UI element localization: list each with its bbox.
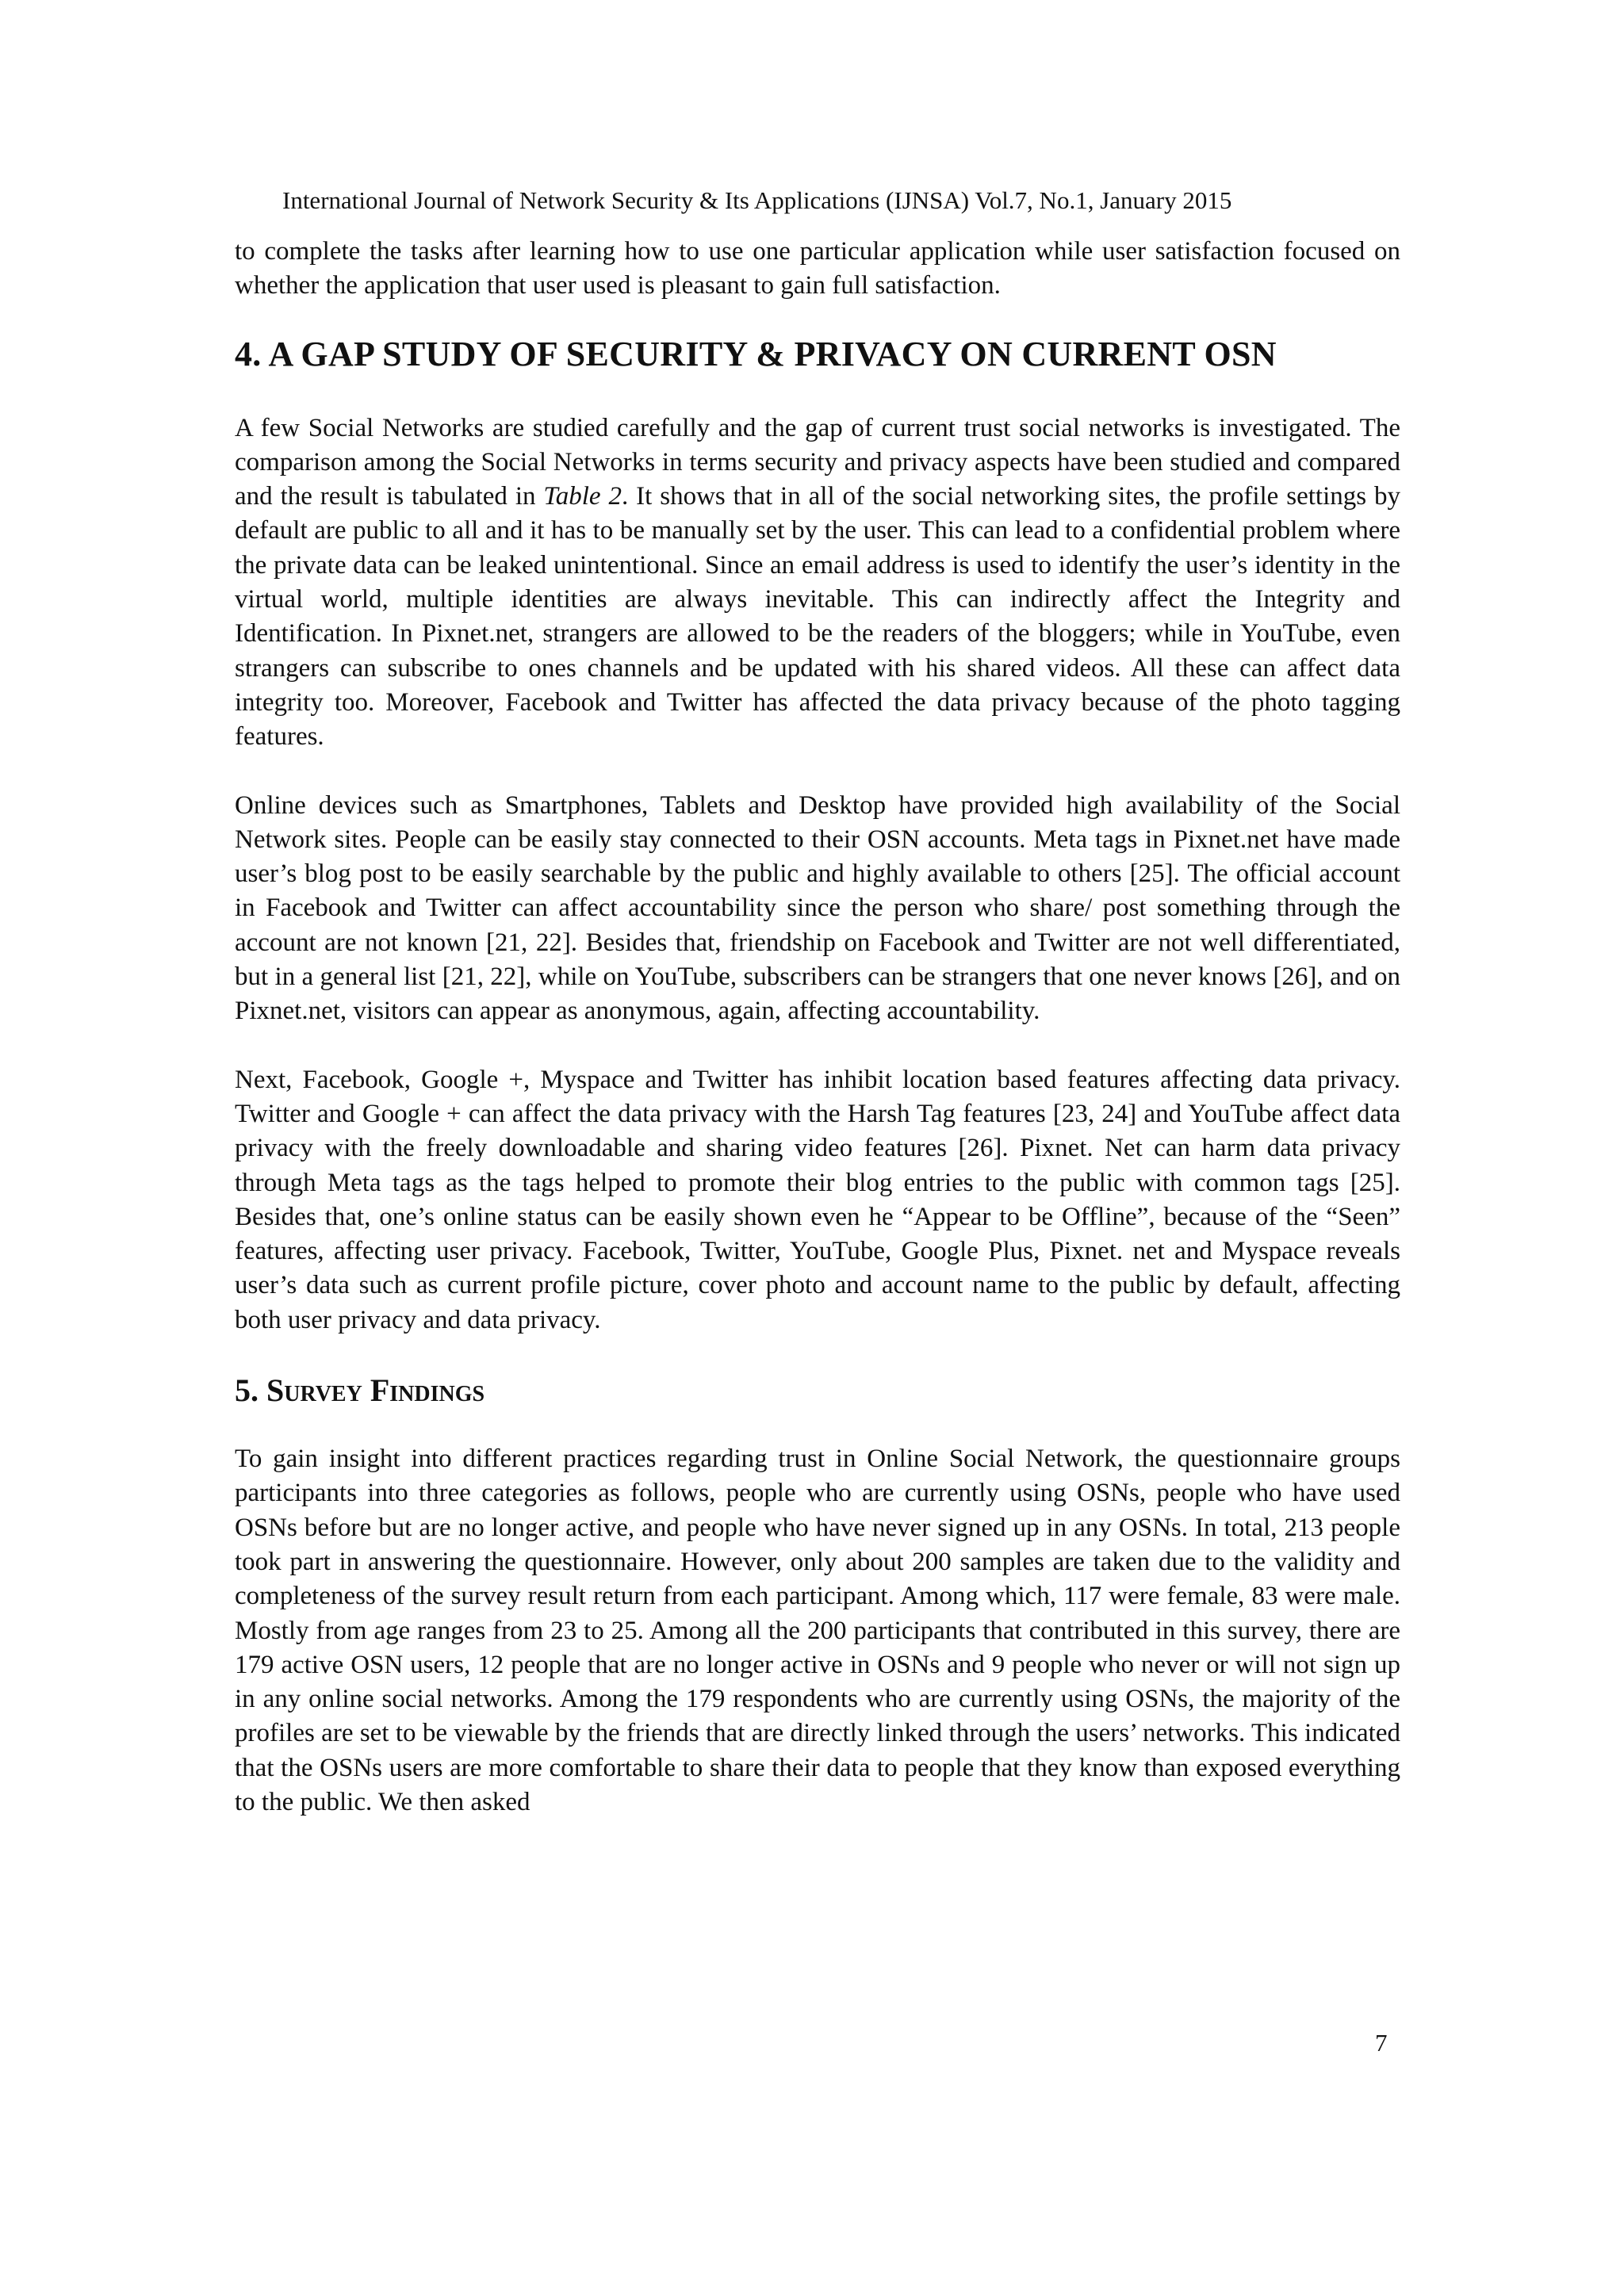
section-heading-5 [235, 1371, 1400, 1410]
page-number: 7 [1375, 2029, 1388, 2057]
paragraph-privacy-features: Next, Facebook, Google +, Myspace and Twitter has inhibit location based features affecting data privacy. Twitter and Google + can affect the data privacy with the Harsh Tag features [23, 24] and YouTube affect data privacy with the freely downloadable and sharing video features [26]. Pixnet. Net can harm data privacy through Meta tags as the tags helped to promote their blog entries to the public with common tags [25]. Besides that, one’s online status can be easily shown even he “Appear to be Offline”, because of the “Seen” features, affecting user privacy. Facebook, Twitter, YouTube, Google Plus, Pixnet. net and Myspace reveals user’s data such as current profile picture, cover photo and account name to the public by default, affecting both user privacy and data privacy. [235, 1065, 1400, 1334]
page-body [235, 235, 1400, 1820]
section-title: Survey Findings [266, 1372, 485, 1409]
section-heading-4: 4. A GAP STUDY OF SECURITY & PRIVACY ON CURRENT OSN [235, 334, 1277, 373]
paragraph-availability: Online devices such as Smartphones, Tablets and Desktop have provided high availability of the Social Network sites. People can be easily stay connected to their OSN accounts. Meta tags in Pixnet.net have made user’s blog post to be easily searchable by the public and highly available to others [25]. The official account in Facebook and Twitter can affect accountability since the person who share/ post something through the account are not known [21, 22]. Besides that, friendship on Facebook and Twitter are not well differentiated, but in a general list [21, 22], while on YouTube, subscribers can be strangers that one never knows [26], and on Pixnet.net, visitors can appear as anonymous, again, affecting accountability. [235, 790, 1400, 1026]
running-header: International Journal of Network Security & Its Applications (IJNSA) Vol.7, No.1, January 2015 [282, 186, 1232, 214]
paragraph-gap-study [235, 411, 1400, 755]
table-reference: Table 2 [543, 482, 622, 511]
paragraph-continued: to complete the tasks after learning how to use one particular application while user satisfaction focused on whether the application that user used is pleasant to gain full satisfaction. [235, 237, 1400, 300]
paragraph-text: . It shows that in all of the social networking sites, the profile settings by default are public to all and it has to be manually set by the user. This can lead to a confidential problem where the private data can be leaked unintentional. Since an email address is used to identify the user’s identity in the virtual world, multiple identities are always inevitable. This can indirectly affect the Integrity and Identification. In Pixnet.net, strangers are allowed to be the readers of the bloggers; while in YouTube, even strangers can subscribe to ones channels and be updated with his shared videos. All these can affect data integrity too. Moreover, Facebook and Twitter has affected the data privacy because of the photo tagging features. [235, 482, 1401, 752]
section-number: 5. [235, 1372, 266, 1409]
paragraph-survey: To gain insight into different practices regarding trust in Online Social Network, the questionnaire groups participants into three categories as follows, people who are currently using OSNs, people who have used OSNs before but are no longer active, and people who have never signed up in any OSNs. In total, 213 people took part in answering the questionnaire. However, only about 200 samples are taken due to the validity and completeness of the survey result return from each participant. Among which, 117 were female, 83 were male. Mostly from age ranges from 23 to 25. Among all the 200 participants that contributed in this survey, there are 179 active OSN users, 12 people that are no longer active in OSNs and 9 people who never or will not sign up in any online social networks. Among the 179 respondents who are currently using OSNs, the majority of the profiles are set to be viewable by the friends that are directly linked through the users’ networks. This indicated that the OSNs users are more comfortable to share their data to people that they know than exposed everything to the public. We then asked [235, 1445, 1400, 1816]
paragraph-text: A few Social Networks are studied carefully and the gap of current trust social networks is investigated. The comparison among the Social Networks in terms security and privacy aspects have been studied and compared and the result is tabulated in [235, 413, 1400, 511]
